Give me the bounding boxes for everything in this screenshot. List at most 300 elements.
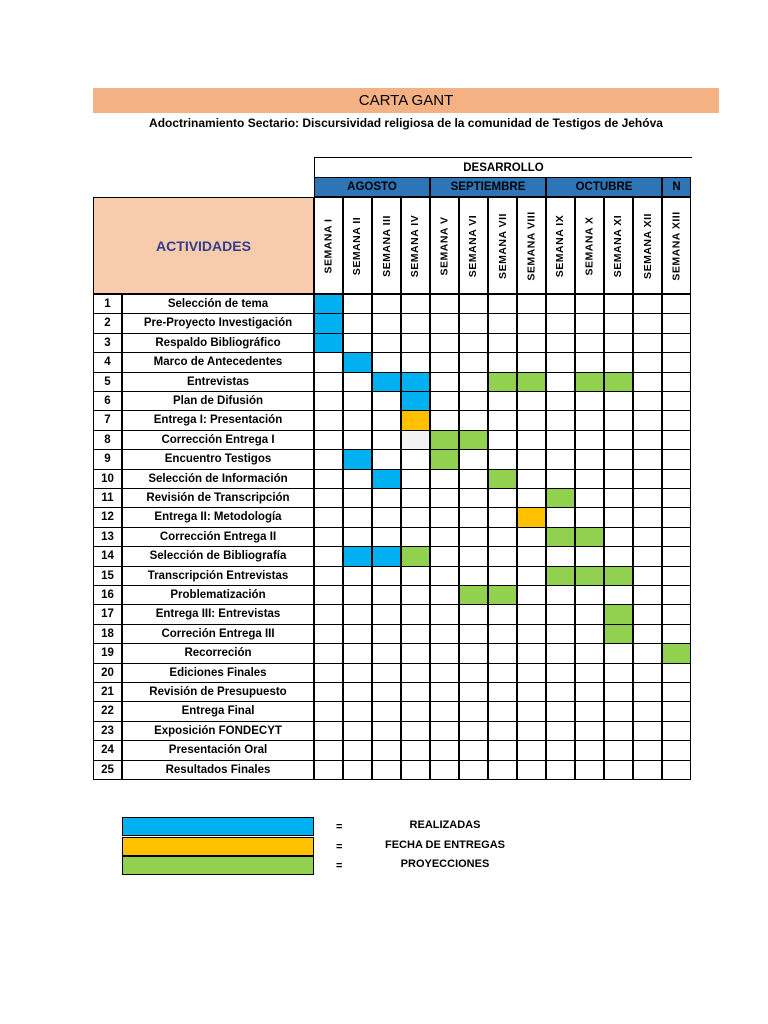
gantt-cell: [546, 566, 575, 586]
legend-swatch: [122, 837, 314, 856]
row-number: 22: [93, 701, 122, 722]
gantt-cell: [633, 663, 662, 683]
gantt-cell: [575, 721, 604, 741]
gantt-cell: [372, 740, 401, 761]
gantt-cell: [633, 410, 662, 431]
gantt-cell: [430, 410, 459, 431]
gantt-cell: [372, 566, 401, 586]
gantt-cell: [430, 294, 459, 314]
activity-name: Entrega I: Presentación: [122, 410, 314, 431]
gantt-cell: [430, 469, 459, 489]
gantt-cell: [633, 624, 662, 644]
gantt-cell: [662, 507, 691, 528]
gantt-cell: [314, 469, 343, 489]
gantt-cell: [546, 527, 575, 547]
legend-equals: =: [336, 821, 343, 833]
gantt-cell: [314, 410, 343, 431]
gantt-cell: [430, 391, 459, 411]
gantt-cell: [372, 430, 401, 450]
gantt-cell: [401, 313, 430, 334]
gantt-cell: [662, 760, 691, 780]
gantt-cell: [372, 682, 401, 702]
gantt-cell: [488, 624, 517, 644]
gantt-cell: [372, 410, 401, 431]
gantt-cell: [517, 410, 546, 431]
gantt-cell: [488, 469, 517, 489]
activity-name: Encuentro Testigos: [122, 449, 314, 470]
gantt-cell: [372, 333, 401, 353]
gantt-cell: [546, 430, 575, 450]
gantt-cell: [430, 449, 459, 470]
gantt-cell: [459, 372, 488, 392]
gantt-cell: [575, 449, 604, 470]
gantt-cell: [517, 682, 546, 702]
gantt-cell: [546, 294, 575, 314]
gantt-cell: [459, 313, 488, 334]
gantt-cell: [604, 624, 633, 644]
gantt-cell: [343, 624, 372, 644]
gantt-cell: [372, 663, 401, 683]
gantt-cell: [314, 643, 343, 664]
week-header: [488, 197, 517, 294]
section-header-desarrollo: DESARROLLO: [314, 157, 692, 177]
gantt-cell: [372, 721, 401, 741]
gantt-cell: [488, 449, 517, 470]
gantt-cell: [314, 721, 343, 741]
gantt-cell: [459, 294, 488, 314]
gantt-cell: [517, 449, 546, 470]
gantt-cell: [488, 527, 517, 547]
gantt-cell: [459, 585, 488, 605]
row-number: 10: [93, 469, 122, 489]
gantt-cell: [401, 643, 430, 664]
legend-label: REALIZADAS: [409, 819, 481, 831]
gantt-cell: [401, 760, 430, 780]
gantt-cell: [604, 469, 633, 489]
month-header: OCTUBRE: [546, 177, 662, 197]
gantt-cell: [604, 566, 633, 586]
gantt-cell: [459, 546, 488, 567]
week-header-label: SEMANA XIII: [670, 210, 683, 281]
gantt-cell: [662, 527, 691, 547]
gantt-cell: [488, 372, 517, 392]
gantt-cell: [604, 507, 633, 528]
activity-name: Corrección Entrega II: [122, 527, 314, 547]
gantt-cell: [314, 663, 343, 683]
gantt-cell: [314, 740, 343, 761]
gantt-cell: [314, 449, 343, 470]
gantt-cell: [662, 410, 691, 431]
gantt-cell: [459, 449, 488, 470]
gantt-cell: [633, 760, 662, 780]
gantt-cell: [575, 760, 604, 780]
gantt-cell: [604, 352, 633, 373]
gantt-cell: [343, 391, 372, 411]
gantt-cell: [575, 294, 604, 314]
gantt-cell: [546, 352, 575, 373]
gantt-cell: [314, 624, 343, 644]
gantt-cell: [430, 527, 459, 547]
gantt-cell: [517, 585, 546, 605]
gantt-cell: [459, 740, 488, 761]
activity-name: Selección de Bibliografía: [122, 546, 314, 567]
gantt-cell: [604, 701, 633, 722]
gantt-cell: [662, 469, 691, 489]
row-number: 23: [93, 721, 122, 741]
legend-swatch: [122, 817, 314, 836]
gantt-cell: [662, 488, 691, 508]
row-number: 24: [93, 740, 122, 761]
gantt-cell: [517, 604, 546, 625]
gantt-cell: [488, 604, 517, 625]
gantt-cell: [401, 391, 430, 411]
gantt-cell: [343, 527, 372, 547]
gantt-cell: [343, 469, 372, 489]
gantt-cell: [604, 663, 633, 683]
gantt-cell: [517, 488, 546, 508]
gantt-cell: [401, 663, 430, 683]
gantt-cell: [401, 449, 430, 470]
gantt-cell: [314, 585, 343, 605]
gantt-cell: [372, 391, 401, 411]
month-header: AGOSTO: [314, 177, 430, 197]
gantt-cell: [459, 701, 488, 722]
week-header: [604, 197, 633, 294]
gantt-cell: [575, 701, 604, 722]
gantt-cell: [633, 352, 662, 373]
gantt-cell: [546, 391, 575, 411]
gantt-cell: [575, 410, 604, 431]
row-number: 3: [93, 333, 122, 353]
gantt-cell: [372, 643, 401, 664]
gantt-cell: [488, 701, 517, 722]
gantt-cell: [575, 682, 604, 702]
row-number: 9: [93, 449, 122, 470]
row-number: 6: [93, 391, 122, 411]
gantt-cell: [343, 701, 372, 722]
week-header: [662, 197, 691, 294]
gantt-cell: [517, 566, 546, 586]
gantt-cell: [401, 624, 430, 644]
month-header: SEPTIEMBRE: [430, 177, 546, 197]
week-header-label: SEMANA V: [438, 215, 451, 276]
gantt-cell: [343, 372, 372, 392]
gantt-cell: [575, 643, 604, 664]
gantt-cell: [372, 372, 401, 392]
activity-name: Resultados Finales: [122, 760, 314, 780]
activity-name: Ediciones Finales: [122, 663, 314, 683]
gantt-cell: [459, 663, 488, 683]
gantt-cell: [604, 682, 633, 702]
gantt-cell: [633, 372, 662, 392]
gantt-cell: [662, 352, 691, 373]
gantt-cell: [372, 527, 401, 547]
row-number: 16: [93, 585, 122, 605]
gantt-cell: [633, 546, 662, 567]
gantt-cell: [517, 333, 546, 353]
gantt-cell: [575, 372, 604, 392]
gantt-cell: [343, 333, 372, 353]
gantt-cell: [459, 391, 488, 411]
gantt-cell: [459, 643, 488, 664]
gantt-cell: [546, 663, 575, 683]
gantt-cell: [662, 449, 691, 470]
gantt-cell: [546, 643, 575, 664]
activity-name: Recorreción: [122, 643, 314, 664]
gantt-cell: [604, 313, 633, 334]
gantt-cell: [662, 313, 691, 334]
gantt-cell: [430, 372, 459, 392]
week-header-label: SEMANA IV: [409, 214, 422, 277]
gantt-cell: [604, 488, 633, 508]
gantt-cell: [343, 410, 372, 431]
gantt-cell: [343, 294, 372, 314]
gantt-cell: [575, 585, 604, 605]
activity-name: Entrega II: Metodología: [122, 507, 314, 528]
gantt-cell: [459, 760, 488, 780]
gantt-cell: [488, 721, 517, 741]
gantt-cell: [546, 760, 575, 780]
gantt-cell: [517, 391, 546, 411]
gantt-cell: [401, 527, 430, 547]
gantt-cell: [401, 372, 430, 392]
gantt-cell: [662, 624, 691, 644]
gantt-cell: [430, 507, 459, 528]
gantt-cell: [430, 624, 459, 644]
gantt-cell: [662, 391, 691, 411]
gantt-cell: [604, 410, 633, 431]
gantt-cell: [662, 663, 691, 683]
gantt-cell: [372, 313, 401, 334]
gantt-cell: [662, 546, 691, 567]
gantt-cell: [459, 488, 488, 508]
gantt-cell: [343, 604, 372, 625]
gantt-cell: [314, 682, 343, 702]
activity-name: Entrega III: Entrevistas: [122, 604, 314, 625]
gantt-cell: [633, 449, 662, 470]
gantt-cell: [314, 313, 343, 334]
activities-header: ACTIVIDADES: [93, 197, 314, 294]
gantt-cell: [575, 469, 604, 489]
gantt-cell: [546, 740, 575, 761]
gantt-cell: [459, 566, 488, 586]
gantt-cell: [343, 313, 372, 334]
gantt-cell: [604, 333, 633, 353]
gantt-cell: [604, 294, 633, 314]
gantt-cell: [488, 488, 517, 508]
gantt-cell: [343, 449, 372, 470]
gantt-cell: [401, 740, 430, 761]
gantt-cell: [401, 721, 430, 741]
gantt-cell: [662, 372, 691, 392]
week-header-label: SEMANA IX: [554, 214, 567, 277]
gantt-cell: [372, 294, 401, 314]
gantt-cell: [662, 643, 691, 664]
gantt-cell: [314, 430, 343, 450]
gantt-cell: [430, 740, 459, 761]
week-header: [517, 197, 546, 294]
gantt-cell: [604, 527, 633, 547]
gantt-cell: [401, 701, 430, 722]
activity-name: Revisión de Presupuesto: [122, 682, 314, 702]
gantt-cell: [459, 682, 488, 702]
gantt-cell: [662, 430, 691, 450]
gantt-cell: [546, 488, 575, 508]
week-header-label: SEMANA VII: [496, 212, 509, 279]
gantt-cell: [314, 294, 343, 314]
gantt-cell: [401, 546, 430, 567]
gantt-cell: [633, 469, 662, 489]
gantt-cell: [546, 507, 575, 528]
row-number: 8: [93, 430, 122, 450]
gantt-cell: [604, 760, 633, 780]
gantt-cell: [459, 410, 488, 431]
gantt-cell: [633, 391, 662, 411]
gantt-cell: [575, 740, 604, 761]
activity-name: Plan de Difusión: [122, 391, 314, 411]
row-number: 18: [93, 624, 122, 644]
gantt-cell: [372, 488, 401, 508]
week-header: [343, 197, 372, 294]
gantt-cell: [372, 546, 401, 567]
gantt-cell: [314, 566, 343, 586]
gantt-cell: [546, 372, 575, 392]
gantt-cell: [459, 604, 488, 625]
row-number: 13: [93, 527, 122, 547]
gantt-cell: [604, 391, 633, 411]
gantt-cell: [633, 430, 662, 450]
gantt-cell: [372, 760, 401, 780]
gantt-cell: [575, 488, 604, 508]
gantt-cell: [662, 701, 691, 722]
gantt-cell: [517, 721, 546, 741]
gantt-cell: [517, 527, 546, 547]
gantt-cell: [604, 449, 633, 470]
gantt-cell: [430, 604, 459, 625]
gantt-cell: [372, 585, 401, 605]
gantt-cell: [517, 372, 546, 392]
row-number: 17: [93, 604, 122, 625]
gantt-cell: [633, 488, 662, 508]
week-header: [633, 197, 662, 294]
gantt-cell: [459, 352, 488, 373]
gantt-cell: [517, 469, 546, 489]
week-header: [459, 197, 488, 294]
gantt-cell: [633, 585, 662, 605]
gantt-cell: [343, 352, 372, 373]
activity-name: Respaldo Bibliográfico: [122, 333, 314, 353]
gantt-cell: [633, 604, 662, 625]
gantt-cell: [575, 566, 604, 586]
gantt-cell: [430, 682, 459, 702]
gantt-cell: [430, 663, 459, 683]
gantt-cell: [517, 663, 546, 683]
gantt-cell: [401, 488, 430, 508]
row-number: 15: [93, 566, 122, 586]
gantt-cell: [314, 701, 343, 722]
gantt-cell: [430, 352, 459, 373]
gantt-cell: [662, 682, 691, 702]
activity-name: Selección de tema: [122, 294, 314, 314]
gantt-cell: [488, 294, 517, 314]
gantt-cell: [546, 604, 575, 625]
gantt-cell: [604, 604, 633, 625]
gantt-cell: [343, 740, 372, 761]
row-number: 14: [93, 546, 122, 567]
gantt-cell: [662, 604, 691, 625]
gantt-cell: [343, 663, 372, 683]
gantt-cell: [662, 294, 691, 314]
gantt-cell: [343, 760, 372, 780]
gantt-cell: [575, 430, 604, 450]
activity-name: Exposición FONDECYT: [122, 721, 314, 741]
gantt-cell: [430, 566, 459, 586]
gantt-cell: [430, 643, 459, 664]
gantt-cell: [604, 546, 633, 567]
week-header-label: SEMANA XII: [641, 212, 654, 279]
gantt-cell: [604, 721, 633, 741]
activity-name: Corrección Entrega I: [122, 430, 314, 450]
gantt-cell: [633, 643, 662, 664]
row-number: 2: [93, 313, 122, 334]
week-header: [314, 197, 343, 294]
row-number: 5: [93, 372, 122, 392]
gantt-cell: [488, 352, 517, 373]
gantt-cell: [430, 701, 459, 722]
gantt-cell: [459, 430, 488, 450]
gantt-cell: [517, 294, 546, 314]
gantt-cell: [430, 760, 459, 780]
activity-name: Entrevistas: [122, 372, 314, 392]
gantt-cell: [604, 372, 633, 392]
month-header: N: [662, 177, 691, 197]
chart-title: CARTA GANT: [93, 88, 719, 113]
gantt-cell: [488, 760, 517, 780]
week-header: [430, 197, 459, 294]
activity-name: Problematización: [122, 585, 314, 605]
row-number: 1: [93, 294, 122, 314]
chart-subtitle: Adoctrinamiento Sectario: Discursividad religiosa de la comunidad de Testigos de Jehóva: [149, 116, 663, 130]
gantt-cell: [343, 546, 372, 567]
row-number: 19: [93, 643, 122, 664]
row-number: 12: [93, 507, 122, 528]
gantt-cell: [575, 604, 604, 625]
week-header: [546, 197, 575, 294]
gantt-cell: [517, 313, 546, 334]
gantt-cell: [633, 294, 662, 314]
gantt-cell: [662, 566, 691, 586]
gantt-cell: [488, 585, 517, 605]
gantt-cell: [517, 760, 546, 780]
gantt-cell: [401, 507, 430, 528]
gantt-cell: [430, 430, 459, 450]
gantt-cell: [372, 604, 401, 625]
gantt-cell: [517, 643, 546, 664]
gantt-cell: [430, 546, 459, 567]
gantt-cell: [488, 430, 517, 450]
gantt-cell: [488, 391, 517, 411]
gantt-cell: [459, 469, 488, 489]
gantt-cell: [633, 313, 662, 334]
week-header-label: SEMANA XI: [612, 214, 625, 277]
legend-swatch: [122, 856, 314, 875]
gantt-cell: [575, 663, 604, 683]
gantt-cell: [459, 624, 488, 644]
gantt-cell: [430, 333, 459, 353]
activity-name: Revisión de Transcripción: [122, 488, 314, 508]
week-header-label: SEMANA III: [380, 214, 393, 277]
gantt-cell: [662, 740, 691, 761]
